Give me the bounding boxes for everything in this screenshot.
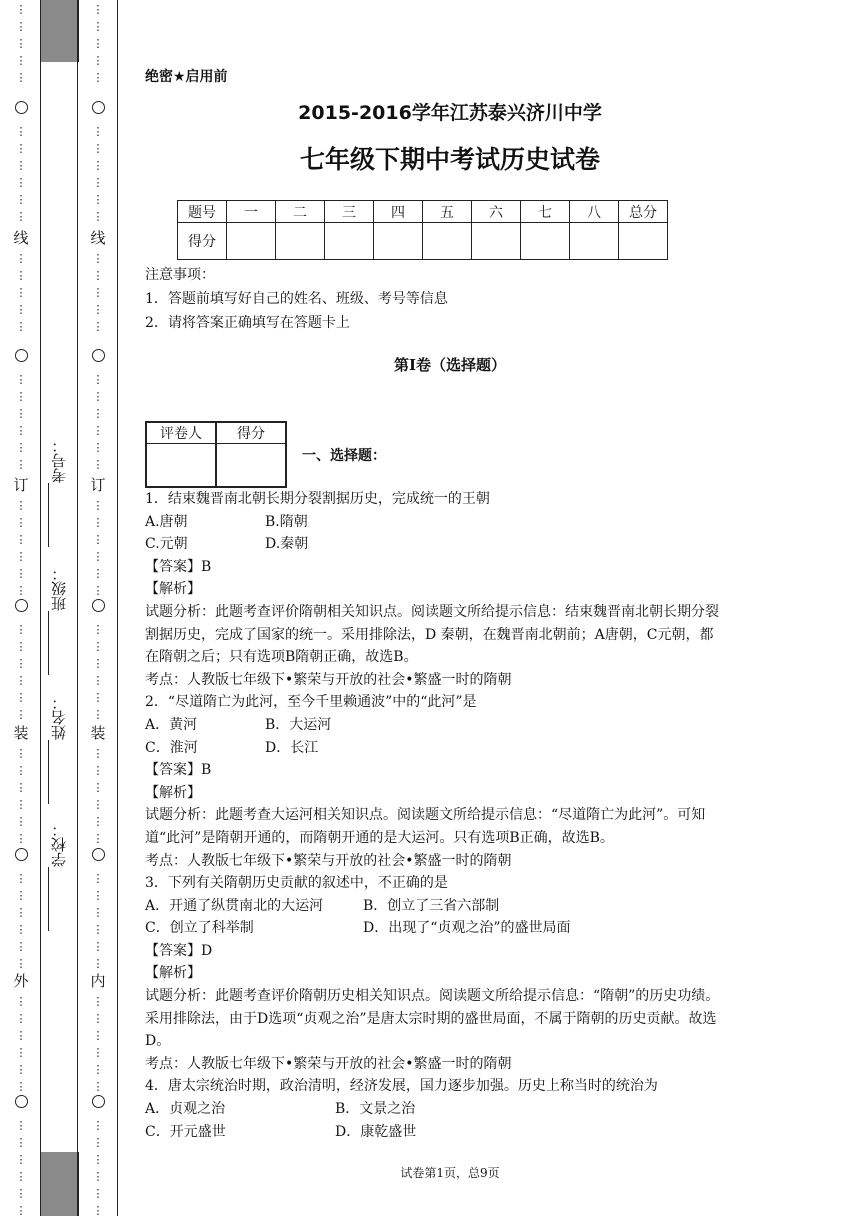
analysis-text: 试题分析：此题考查评价隋朝历史相关知识点。阅读题文所给提示信息：“隋朝”的历史功绩。采用排除法，由于D选项“贞观之治”是唐太宗时期的盛世局面，不属于隋朝的历史贡献。故选D。 xyxy=(145,988,720,1050)
fold-dots: ⋮ xyxy=(92,320,104,333)
notes-heading: 注意事项： xyxy=(145,267,215,283)
fold-circle-icon xyxy=(88,847,108,865)
fold-dots: ⋮ xyxy=(92,193,104,206)
fold-dots: ⋮ xyxy=(92,441,104,454)
fold-dots: ⋮ xyxy=(15,1187,27,1200)
fold-dots: ⋮ xyxy=(92,458,104,471)
question-stem: 2．“尽道隋亡为此河，至今千里赖通波”中的“此河”是 xyxy=(145,694,477,711)
answer: 【答案】B xyxy=(145,558,212,575)
fold-dots: ⋮ xyxy=(92,516,104,529)
fold-dots: ⋮ xyxy=(15,458,27,471)
fold-dots: ⋮ xyxy=(15,764,27,777)
grader-score-cell xyxy=(216,444,286,488)
fold-dots: ⋮ xyxy=(15,159,27,172)
exam-title: 七年级下期中考试历史试卷 xyxy=(299,145,600,174)
fold-dots: ⋮ xyxy=(15,940,27,953)
fold-mark-label: 订 xyxy=(90,476,106,494)
grader-cell xyxy=(146,444,216,488)
option: A．开通了纵贯南北的大运河 xyxy=(145,897,324,914)
fold-dots: ⋮ xyxy=(92,889,104,902)
fold-dots: ⋮ xyxy=(92,584,104,597)
fold-dots: ⋮ xyxy=(15,1170,27,1183)
fold-dots: ⋮ xyxy=(92,159,104,172)
fold-dots: ⋮ xyxy=(92,407,104,420)
score-table-header: 一 xyxy=(227,201,276,223)
grader-label: 评卷人 xyxy=(146,422,216,444)
option: B．大运河 xyxy=(265,716,332,733)
score-table-header: 题号 xyxy=(178,201,227,223)
fold-dots: ⋮ xyxy=(92,125,104,138)
fold-dots: ⋮ xyxy=(92,764,104,777)
analysis-label: 【解析】 xyxy=(145,965,201,982)
fold-dots: ⋮ xyxy=(15,832,27,845)
fold-circle-icon xyxy=(11,1094,31,1112)
fold-dots: ⋮ xyxy=(15,193,27,206)
fold-mark-label: 装 xyxy=(90,724,106,742)
question-stem: 1．结束魏晋南北朝长期分裂割据历史，完成统一的王朝 xyxy=(145,491,490,507)
option: B.隋朝 xyxy=(265,513,308,530)
fold-dots: ⋮ xyxy=(92,54,104,67)
notes-item: 2．请将答案正确填写在答题卡上 xyxy=(145,315,350,331)
score-cell xyxy=(276,223,325,260)
confidential-mark: 绝密★启用前 xyxy=(145,69,228,85)
question-options-row xyxy=(145,533,725,556)
fold-dots: ⋮ xyxy=(15,176,27,189)
section-title: 第I卷（选择题） xyxy=(393,356,507,374)
fold-dots: ⋮ xyxy=(92,832,104,845)
option: D.秦朝 xyxy=(265,536,309,553)
fold-dots: ⋮ xyxy=(15,441,27,454)
fold-dots: ⋮ xyxy=(15,125,27,138)
fold-dots: ⋮ xyxy=(15,54,27,67)
score-table-header: 二 xyxy=(276,201,325,223)
fold-dots: ⋮ xyxy=(15,1204,27,1217)
score-table-header: 总分 xyxy=(619,201,668,223)
fold-dots: ⋮ xyxy=(92,71,104,84)
fold-dots: ⋮ xyxy=(92,373,104,386)
score-table-header: 七 xyxy=(521,201,570,223)
score-cell xyxy=(374,223,423,260)
question-options-row xyxy=(145,917,725,940)
name-field: 姓名： xyxy=(48,695,70,808)
fold-dots: ⋮ xyxy=(15,567,27,580)
fold-dots: ⋮ xyxy=(15,815,27,828)
fold-dots: ⋮ xyxy=(92,390,104,403)
binding-margin xyxy=(0,0,118,1216)
fold-dots: ⋮ xyxy=(15,303,27,316)
fold-mark-label: 内 xyxy=(90,972,106,990)
option: C．开元盛世 xyxy=(145,1123,226,1140)
fold-dots: ⋮ xyxy=(15,550,27,563)
score-table-header: 三 xyxy=(325,201,374,223)
score-table-header: 八 xyxy=(570,201,619,223)
fold-dots: ⋮ xyxy=(92,1153,104,1166)
fold-dots: ⋮ xyxy=(92,1119,104,1132)
score-cell xyxy=(619,223,668,260)
fold-dots: ⋮ xyxy=(92,1029,104,1042)
exam-school-title: 2015-2016学年江苏泰兴济川中学 xyxy=(298,102,602,124)
kaodian: 考点：人教版七年级下•繁荣与开放的社会•繁盛一时的隋朝 xyxy=(145,1055,512,1072)
fold-dots: ⋮ xyxy=(15,889,27,902)
fold-dots: ⋮ xyxy=(15,1119,27,1132)
class-field: 班级： xyxy=(48,566,70,679)
fold-dots: ⋮ xyxy=(15,872,27,885)
fold-dots: ⋮ xyxy=(92,37,104,50)
question-options-row xyxy=(145,895,725,918)
fold-dots: ⋮ xyxy=(92,567,104,580)
fold-dots: ⋮ xyxy=(15,320,27,333)
grader-table xyxy=(145,421,287,488)
fold-dots: ⋮ xyxy=(92,1080,104,1093)
fold-dots: ⋮ xyxy=(15,71,27,84)
fold-dots: ⋮ xyxy=(15,657,27,670)
fold-dots: ⋮ xyxy=(92,533,104,546)
exam-number-field: 考号： xyxy=(48,438,70,551)
fold-dots: ⋮ xyxy=(92,142,104,155)
analysis-label: 【解析】 xyxy=(145,581,201,598)
fold-dots: ⋮ xyxy=(15,584,27,597)
fold-circle-icon xyxy=(11,598,31,616)
question-stem: 3．下列有关隋朝历史贡献的叙述中，不正确的是 xyxy=(145,875,448,892)
fold-dots: ⋮ xyxy=(15,533,27,546)
option: A.唐朝 xyxy=(145,513,188,530)
fold-dots: ⋮ xyxy=(15,424,27,437)
question-options-row xyxy=(145,511,725,534)
question-stem: 4．唐太宗统治时期，政治清明，经济发展，国力逐步加强。历史上称当时的统治为 xyxy=(145,1078,658,1095)
analysis-text: 试题分析：此题考查评价隋朝相关知识点。阅读题文所给提示信息：结束魏晋南北朝长期分裂割据历史，完成了国家的统一。采用排除法，D 秦朝，在魏晋南北朝前；A唐朝，C元朝，都 在隋朝之后；只有选项B隋朝正确，故选B。 xyxy=(145,603,719,666)
fold-dots: ⋮ xyxy=(92,550,104,563)
fold-dots: ⋮ xyxy=(15,3,27,16)
fold-dots: ⋮ xyxy=(92,940,104,953)
fold-circle-icon xyxy=(11,847,31,865)
fold-dots: ⋮ xyxy=(92,781,104,794)
fold-dots: ⋮ xyxy=(92,708,104,721)
fold-dots: ⋮ xyxy=(92,20,104,33)
fold-circle-icon xyxy=(88,1094,108,1112)
fold-dots: ⋮ xyxy=(92,872,104,885)
fold-dots: ⋮ xyxy=(15,390,27,403)
page-footer: 试卷第1页，总9页 xyxy=(400,1166,500,1180)
fold-dots: ⋮ xyxy=(92,424,104,437)
fold-dots: ⋮ xyxy=(92,3,104,16)
option: D．康乾盛世 xyxy=(335,1123,417,1140)
score-table-header: 四 xyxy=(374,201,423,223)
binding-inner-line-right xyxy=(77,0,78,1216)
fold-mark-label: 装 xyxy=(13,724,29,742)
fold-dots: ⋮ xyxy=(92,674,104,687)
fold-dots: ⋮ xyxy=(15,691,27,704)
fold-dots: ⋮ xyxy=(15,640,27,653)
analysis-text: 试题分析：此题考查大运河相关知识点。阅读题文所给提示信息：“尽道隋亡为此河”。可知道“此河”是隋朝开通的，而隋朝开通的是大运河。只有选项B正确，故选B。 xyxy=(145,807,706,846)
part-title: 一、选择题： xyxy=(302,448,386,464)
score-row-label: 得分 xyxy=(178,223,227,260)
fold-dots: ⋮ xyxy=(15,674,27,687)
fold-dots: ⋮ xyxy=(15,286,27,299)
fold-dots: ⋮ xyxy=(92,1012,104,1025)
score-cell xyxy=(325,223,374,260)
fold-dots: ⋮ xyxy=(15,373,27,386)
fold-dots: ⋮ xyxy=(15,957,27,970)
fold-dots: ⋮ xyxy=(15,781,27,794)
fold-dots: ⋮ xyxy=(92,1046,104,1059)
fold-dots: ⋮ xyxy=(15,142,27,155)
notes-item: 1．答题前填写好自己的姓名、班级、考号等信息 xyxy=(145,291,448,307)
score-cell xyxy=(423,223,472,260)
school-field: 学校： xyxy=(48,822,70,935)
score-cell xyxy=(227,223,276,260)
fold-dots: ⋮ xyxy=(15,995,27,1008)
fold-mark-label: 外 xyxy=(13,972,29,990)
binding-gray-top xyxy=(40,0,79,62)
fold-dots: ⋮ xyxy=(92,923,104,936)
fold-dots: ⋮ xyxy=(15,747,27,760)
answer: 【答案】D xyxy=(145,942,213,959)
option: D．出现了“贞观之治”的盛世局面 xyxy=(363,920,571,937)
option: B．文景之治 xyxy=(335,1101,416,1118)
fold-dots: ⋮ xyxy=(92,623,104,636)
binding-border-line xyxy=(117,0,118,1216)
option: A．贞观之治 xyxy=(145,1101,226,1118)
fold-dots: ⋮ xyxy=(92,747,104,760)
fold-dots: ⋮ xyxy=(15,1063,27,1076)
score-cell xyxy=(521,223,570,260)
fold-dots: ⋮ xyxy=(92,1170,104,1183)
grader-score-label: 得分 xyxy=(216,422,286,444)
fold-dots: ⋮ xyxy=(92,499,104,512)
fold-dots: ⋮ xyxy=(15,1080,27,1093)
fold-dots: ⋮ xyxy=(92,210,104,223)
fold-dots: ⋮ xyxy=(15,1029,27,1042)
fold-dots: ⋮ xyxy=(15,1153,27,1166)
question-options-row xyxy=(145,1121,725,1144)
fold-dots: ⋮ xyxy=(92,640,104,653)
fold-dots: ⋮ xyxy=(15,252,27,265)
fold-dots: ⋮ xyxy=(92,995,104,1008)
analysis-label: 【解析】 xyxy=(145,784,201,801)
fold-dots: ⋮ xyxy=(92,1204,104,1217)
answer: 【答案】B xyxy=(145,762,212,779)
fold-dots: ⋮ xyxy=(15,798,27,811)
option: C．创立了科举制 xyxy=(145,920,254,937)
fold-dots: ⋮ xyxy=(92,657,104,670)
option: C.元朝 xyxy=(145,536,188,553)
fold-dots: ⋮ xyxy=(15,269,27,282)
fold-dots: ⋮ xyxy=(92,906,104,919)
kaodian: 考点：人教版七年级下•繁荣与开放的社会•繁盛一时的隋朝 xyxy=(145,671,512,688)
option: D．长江 xyxy=(265,739,319,756)
fold-circle-icon xyxy=(88,598,108,616)
option: C．淮河 xyxy=(145,739,198,756)
fold-dots: ⋮ xyxy=(92,798,104,811)
fold-dots: ⋮ xyxy=(92,286,104,299)
fold-mark-label: 订 xyxy=(13,476,29,494)
binding-inner-line-left xyxy=(40,0,41,1216)
fold-dots: ⋮ xyxy=(92,176,104,189)
fold-dots: ⋮ xyxy=(15,407,27,420)
notes xyxy=(145,263,448,335)
fold-dots: ⋮ xyxy=(92,252,104,265)
fold-dots: ⋮ xyxy=(92,691,104,704)
question-options-row xyxy=(145,1098,725,1121)
fold-dots: ⋮ xyxy=(15,20,27,33)
fold-dots: ⋮ xyxy=(15,623,27,636)
fold-dots: ⋮ xyxy=(15,1012,27,1025)
fold-dots: ⋮ xyxy=(92,269,104,282)
fold-dots: ⋮ xyxy=(15,906,27,919)
score-cell xyxy=(570,223,619,260)
fold-dots: ⋮ xyxy=(15,1046,27,1059)
fold-dots: ⋮ xyxy=(92,1187,104,1200)
fold-dots: ⋮ xyxy=(15,923,27,936)
fold-dots: ⋮ xyxy=(92,815,104,828)
questions xyxy=(145,488,725,1143)
question-options-row xyxy=(145,714,725,737)
fold-mark-label: 线 xyxy=(90,229,106,247)
question-options-row xyxy=(145,737,725,760)
fold-dots: ⋮ xyxy=(15,37,27,50)
option: B．创立了三省六部制 xyxy=(363,897,500,914)
score-table-header: 五 xyxy=(423,201,472,223)
fold-dots: ⋮ xyxy=(92,1063,104,1076)
fold-dots: ⋮ xyxy=(15,516,27,529)
fold-dots: ⋮ xyxy=(15,499,27,512)
option: A．黄河 xyxy=(145,716,198,733)
fold-dots: ⋮ xyxy=(92,1136,104,1149)
score-table xyxy=(177,200,668,260)
score-cell xyxy=(472,223,521,260)
binding-gray-bottom xyxy=(40,1152,79,1216)
fold-dots: ⋮ xyxy=(15,1136,27,1149)
kaodian: 考点：人教版七年级下•繁荣与开放的社会•繁盛一时的隋朝 xyxy=(145,852,512,869)
fold-dots: ⋮ xyxy=(92,957,104,970)
fold-dots: ⋮ xyxy=(15,708,27,721)
fold-mark-label: 线 xyxy=(13,229,29,247)
fold-dots: ⋮ xyxy=(92,303,104,316)
score-table-header: 六 xyxy=(472,201,521,223)
fold-dots: ⋮ xyxy=(15,210,27,223)
